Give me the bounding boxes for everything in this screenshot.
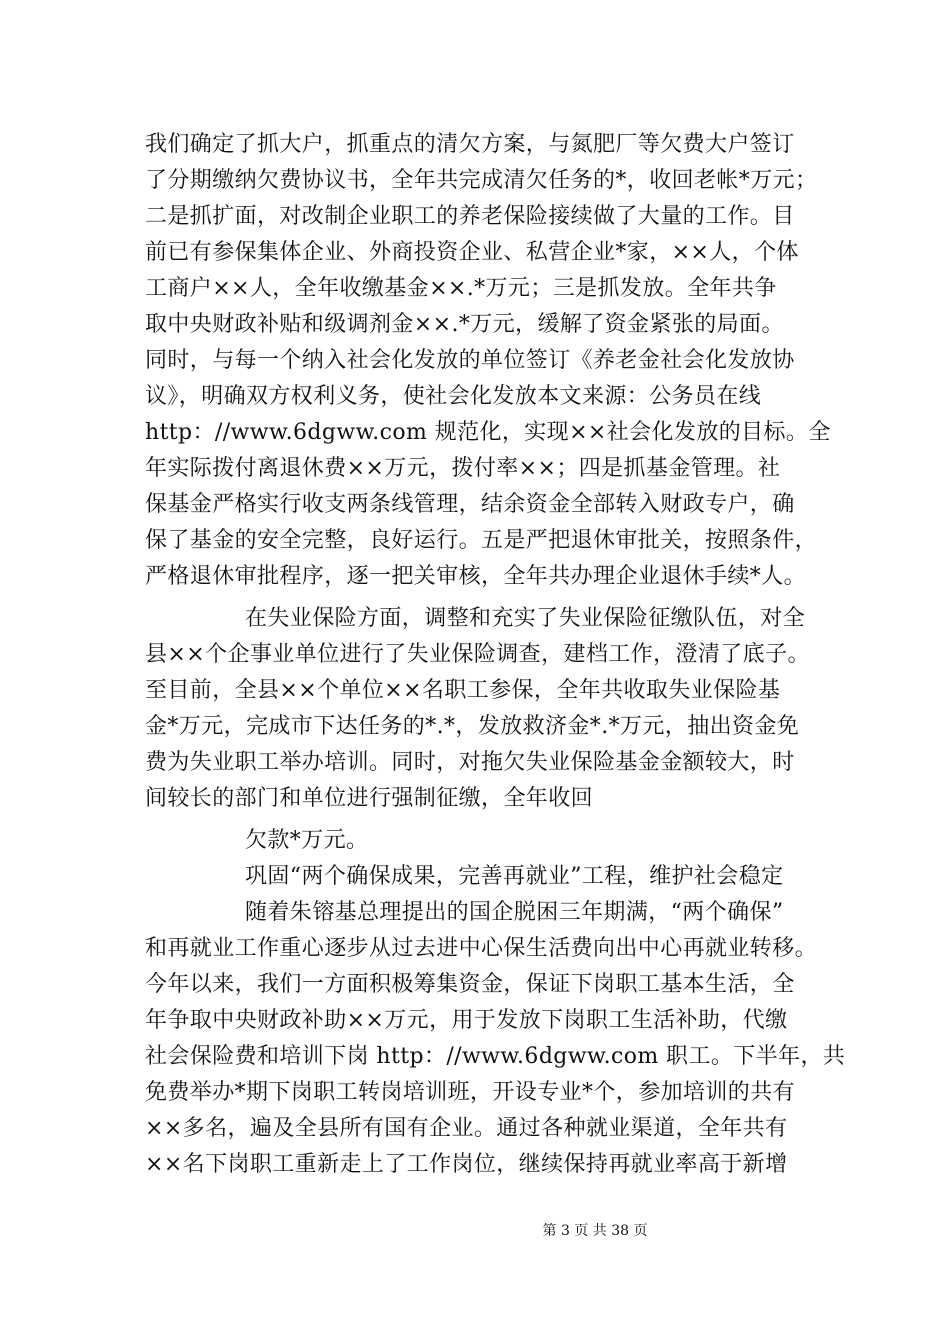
body-line: 和再就业工作重心逐步从过去进中心保生活费向出中心再就业转移。 bbox=[145, 936, 818, 961]
body-line: 金*万元，完成市下达任务的*.*，发放救济金*.*万元，抽出资金免 bbox=[145, 714, 800, 739]
page-footer bbox=[0, 1222, 950, 1240]
body-line: 县××个企事业单位进行了失业保险调查，建档工作，澄清了底子。 bbox=[145, 642, 810, 667]
body-line: 二是抓扩面，对改制企业职工的养老保险接续做了大量的工作。目 bbox=[145, 204, 795, 229]
body-line: 工商户××人，全年收缴基金××.*万元；三是抓发放。全年共争 bbox=[145, 276, 777, 301]
body-line: 年争取中央财政补助××万元，用于发放下岗职工生活补助，代缴 bbox=[145, 1008, 788, 1033]
paragraph-start-line: 欠款*万元。 bbox=[245, 828, 369, 853]
body-line: 费为失业职工举办培训。同时，对拖欠失业保险基金金额较大，时 bbox=[145, 750, 795, 775]
paragraph-start-line: 随着朱镕基总理提出的国企脱困三年期满，“两个确保” bbox=[245, 900, 784, 925]
body-line: 我们确定了抓大户，抓重点的清欠方案，与氮肥厂等欠费大户签订 bbox=[145, 132, 795, 157]
body-line: 同时，与每一个纳入社会化发放的单位签订《养老金社会化发放协 bbox=[145, 348, 795, 373]
body-line: 社会保险费和培训下岗 http：//www.6dgww.com 职工。下半年，共 bbox=[145, 1044, 846, 1069]
body-line: 保了基金的安全完整，良好运行。五是严把退休审批关，按照条件， bbox=[145, 528, 818, 553]
body-line: 议》，明确双方权利义务，使社会化发放本文来源：公务员在线 bbox=[145, 384, 762, 409]
body-line: 取中央财政补贴和级调剂金××.*万元，缓解了资金紧张的局面。 bbox=[145, 312, 784, 337]
body-line: 今年以来，我们一方面积极筹集资金，保证下岗职工基本生活，全 bbox=[145, 972, 795, 997]
body-line: 年实际拨付离退休费××万元，拨付率××；四是抓基金管理。社 bbox=[145, 456, 781, 481]
body-line: 严格退休审批程序，逐一把关审核，全年共办理企业退休手续*人。 bbox=[145, 564, 807, 589]
body-line: 前已有参保集体企业、外商投资企业、私营企业*家，××人，个体 bbox=[145, 240, 799, 265]
body-line: 间较长的部门和单位进行强制征缴，全年收回 bbox=[145, 786, 594, 811]
body-line: 免费举办*期下岗职工转岗培训班，开设专业*个，参加培训的共有 bbox=[145, 1080, 796, 1105]
body-line: 保基金严格实行收支两条线管理，结余资金全部转入财政专户，确 bbox=[145, 492, 795, 517]
body-line: 至目前，全县××个单位××名职工参保，全年共收取失业保险基 bbox=[145, 678, 781, 703]
section-heading: 巩固“两个确保成果，完善再就业”工程，维护社会稳定 bbox=[245, 864, 784, 889]
body-line: 了分期缴纳欠费协议书，全年共完成清欠任务的*，收回老帐*万元； bbox=[145, 168, 818, 193]
paragraph-start-line: 在失业保险方面，调整和充实了失业保险征缴队伍，对全 bbox=[245, 606, 806, 631]
body-line: http：//www.6dgww.com 规范化，实现××社会化发放的目标。全 bbox=[145, 420, 831, 445]
page-number: 第 3 页 共 38 页 bbox=[542, 1223, 648, 1239]
body-line: ××多名，遍及全县所有国有企业。通过各种就业渠道，全年共有 bbox=[145, 1116, 788, 1141]
body-line: ××名下岗职工重新走上了工作岗位，继续保持再就业率高于新增 bbox=[145, 1152, 788, 1177]
